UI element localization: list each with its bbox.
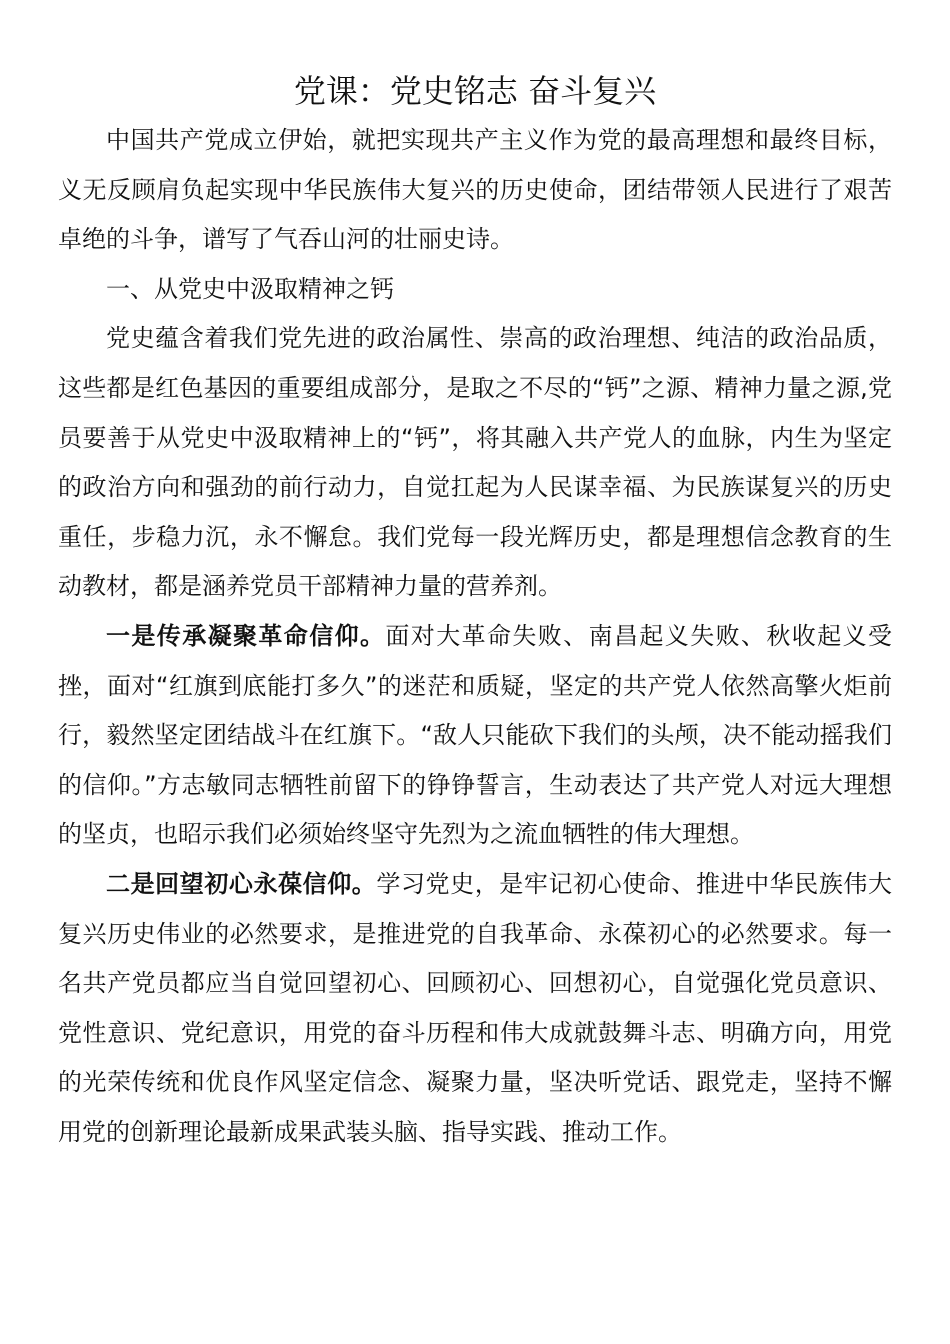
point-one-body: 面对大革命失败、南昌起义失败、秋收起义受挫，面对“红旗到底能打多久”的迷茫和质疑，坚定的共产党人依然高擎火炬前行，毅然坚定团结战斗在红旗下。“敌人只能砍下我们的头颅，决不能动摇我们的信仰。”方志敏同志牺牲前留下的铮铮誓言，生动表达了共产党人对远大理想的坚贞，也昭示我们必须始终坚守先烈为之流血牺牲的伟大理想。 [58, 621, 893, 849]
section-body-paragraph: 党史蕴含着我们党先进的政治属性、崇高的政治理想、纯洁的政治品质，这些都是红色基因的重要组成部分，是取之不尽的“钙”之源、精神力量之源,党员要善于从党史中汲取精神上的“钙”，将其融入共产党人的血脉，内生为坚定的政治方向和强劲的前行动力，自觉扛起为人民谋幸福、为民族谋复兴的历史重任，步稳力沉，永不懈怠。我们党每一段光辉历史，都是理想信念教育的生动教材，都是涵养党员干部精神力量的营养剂。 [58, 324, 892, 601]
point-two-paragraph [58, 860, 892, 1158]
point-two-lead: 二是回望初心永葆信仰。 [106, 869, 377, 898]
document-page [58, 66, 892, 1157]
document-title: 党课：党史铭志 奋斗复兴 [293, 72, 657, 110]
point-two-body: 学习党史，是牢记初心使命、推进中华民族伟大复兴历史伟业的必然要求，是推进党的自我革命、永葆初心的必然要求。每一名共产党员都应当自觉回望初心、回顾初心、回想初心，自觉强化党员意识、党性意识、党纪意识，用党的奋斗历程和伟大成就鼓舞斗志、明确方向，用党的光荣传统和优良作风坚定信念、凝聚力量，坚决听党话、跟党走，坚持不懈用党的创新理论最新成果武装头脑、指导实践、推动工作。 [58, 869, 893, 1146]
point-one-lead: 一是传承凝聚革命信仰。 [106, 621, 386, 650]
section-heading: 一、从党史中汲取精神之钙 [106, 274, 394, 303]
intro-paragraph: 中国共产党成立伊始，就把实现共产主义作为党的最高理想和最终目标，义无反顾肩负起实现中华民族伟大复兴的历史使命，团结带领人民进行了艰苦卓绝的斗争，谱写了气吞山河的壮丽史诗。 [58, 126, 892, 254]
point-one-paragraph [58, 612, 892, 860]
